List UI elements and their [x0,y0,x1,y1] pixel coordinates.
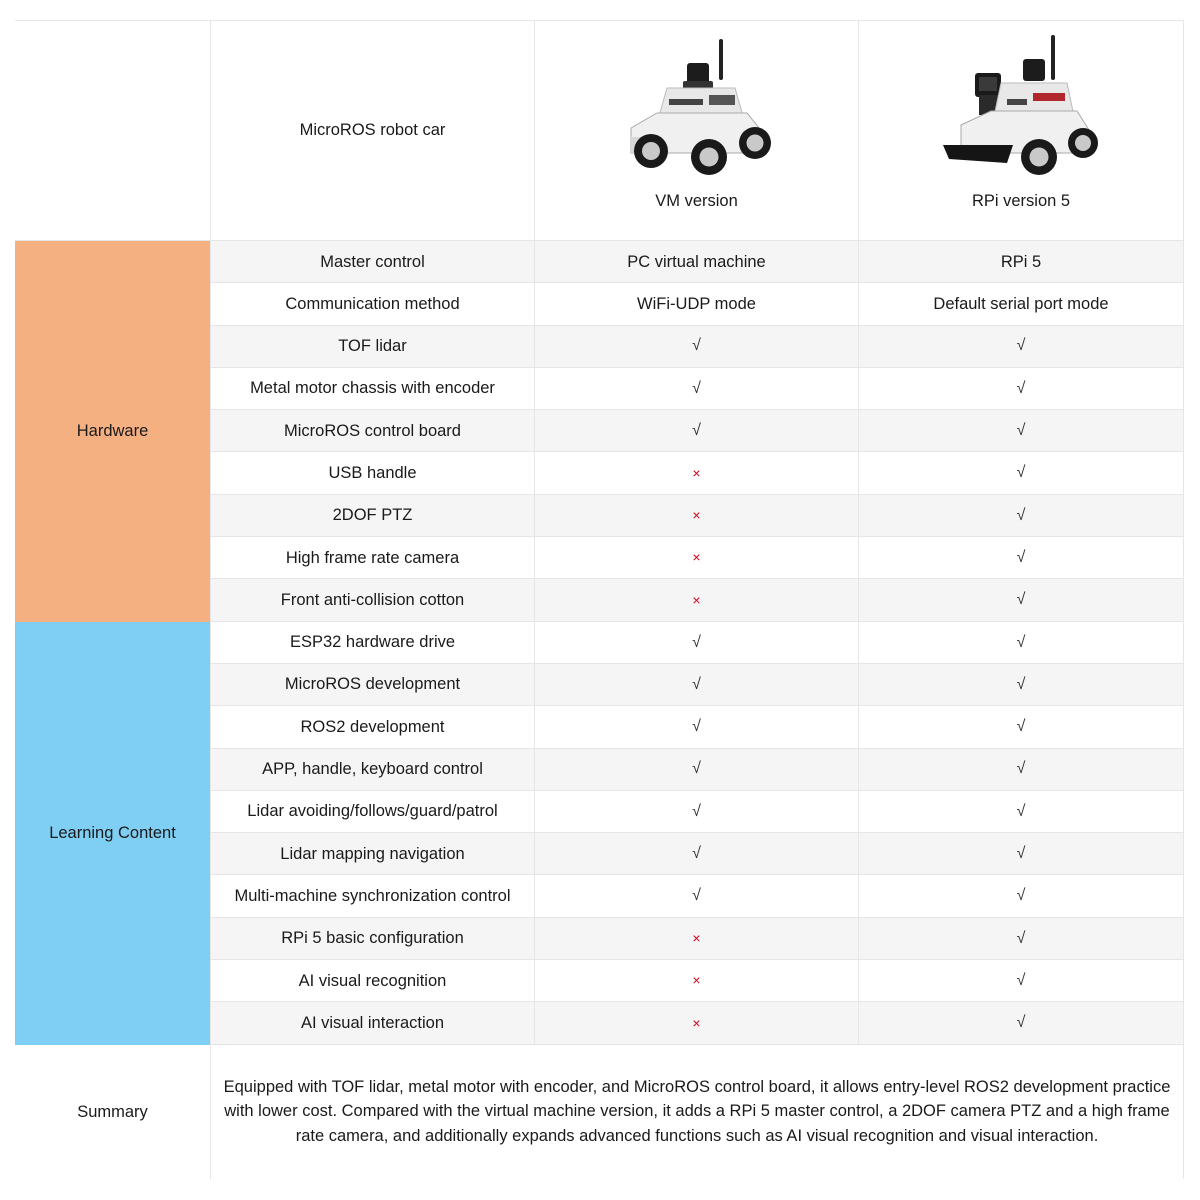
feature-name: TOF lidar [211,326,535,368]
check-mark: √ [1016,929,1026,947]
vm-version-label: VM version [655,192,738,210]
vm-cell [535,452,859,494]
check-mark: √ [1016,506,1026,524]
vm-cell [535,537,859,579]
vm-cell [535,791,859,833]
check-mark: √ [692,633,701,651]
feature-name: ESP32 hardware drive [211,622,535,664]
feature-name: Lidar avoiding/follows/guard/patrol [211,791,535,833]
check-mark: √ [692,802,701,820]
rpi-cell [859,283,1184,325]
rpi-value: RPi 5 [1000,252,1042,271]
check-mark: √ [692,887,701,905]
vm-cell [535,960,859,1002]
summary-text: Equipped with TOF lidar, metal motor with encoder, and MicroROS control board, it allows entry-level ROS2 development practice with lower cost. Compared with the virtual machine version, it adds a RPi 5 master control, a 2DOF camera PTZ and a high frame rate camera, and additionally expands advanced functions such as AI visual recognition and visual interaction. [211,1045,1184,1179]
feature-name: MicroROS control board [211,410,535,452]
vm-cell [535,1002,859,1044]
feature-name: Metal motor chassis with encoder [211,368,535,410]
check-mark: √ [1016,633,1026,651]
vm-cell [535,833,859,875]
check-mark: √ [1016,591,1026,609]
check-mark: √ [1016,802,1026,820]
rpi-cell [859,1002,1184,1044]
vm-value: WiFi-UDP mode [637,294,756,313]
check-mark: √ [1016,718,1026,736]
feature-name: APP, handle, keyboard control [211,749,535,791]
rpi-value: Default serial port mode [933,294,1109,313]
check-mark: √ [692,760,701,778]
vm-value: PC virtual machine [627,252,766,271]
vm-cell [535,283,859,325]
check-mark: √ [1016,422,1026,440]
cross-mark: × [692,506,701,523]
rpi-cell [859,579,1184,621]
cross-mark: × [692,1014,701,1031]
rpi-cell [859,875,1184,917]
rpi-version-label: RPi version 5 [971,192,1071,210]
vm-cell [535,622,859,664]
vm-cell [535,875,859,917]
category-hardware: Hardware [15,241,211,622]
feature-name: High frame rate camera [211,537,535,579]
cross-mark: × [692,464,701,481]
rpi-cell [859,452,1184,494]
check-mark: √ [1016,464,1026,482]
check-mark: √ [1016,887,1026,905]
rpi-version-header [859,21,1184,241]
cross-mark: × [692,929,701,946]
check-mark: √ [1016,337,1026,355]
header-blank-cell [15,21,211,241]
check-mark: √ [1016,548,1026,566]
cross-mark: × [692,549,701,566]
rpi-cell [859,241,1184,283]
check-mark: √ [692,337,701,355]
rpi-cell [859,410,1184,452]
category-summary: Summary [15,1045,211,1179]
rpi-cell [859,706,1184,748]
rpi-cell [859,537,1184,579]
vm-version-header [535,21,859,241]
check-mark: √ [692,845,701,862]
vm-cell [535,495,859,537]
rpi-cell [859,918,1184,960]
check-mark: √ [692,675,701,693]
check-mark: √ [1016,379,1026,397]
check-mark: √ [692,422,701,440]
check-mark: √ [1016,675,1026,693]
rpi-cell [859,749,1184,791]
feature-name: Front anti-collision cotton [211,579,535,621]
vm-cell [535,664,859,706]
vm-cell [535,918,859,960]
feature-name: AI visual interaction [211,1002,535,1044]
rpi-cell [859,791,1184,833]
vm-cell [535,749,859,791]
vm-cell [535,706,859,748]
check-mark: √ [1016,971,1026,989]
robot-car-rpi-image [941,33,1101,178]
feature-name: MicroROS development [211,664,535,706]
check-mark: √ [1016,760,1026,778]
rpi-cell [859,960,1184,1002]
rpi-cell [859,622,1184,664]
check-mark: √ [692,718,701,736]
vm-cell [535,410,859,452]
feature-name: ROS2 development [211,706,535,748]
feature-name: USB handle [211,452,535,494]
rpi-cell [859,664,1184,706]
product-name-header: MicroROS robot car [211,21,535,241]
rpi-cell [859,326,1184,368]
check-mark: √ [1016,845,1026,862]
cross-mark: × [692,972,701,989]
category-learning-content: Learning Content [15,622,211,1045]
vm-cell [535,326,859,368]
feature-name: Multi-machine synchronization control [211,875,535,917]
vm-cell [535,368,859,410]
rpi-cell [859,368,1184,410]
feature-name: AI visual recognition [211,960,535,1002]
check-mark: √ [692,379,701,397]
rpi-cell [859,833,1184,875]
comparison-table [15,20,1184,1180]
rpi-cell [859,495,1184,537]
vm-cell [535,579,859,621]
robot-car-vm-image [617,33,777,178]
feature-name: Lidar mapping navigation [211,833,535,875]
vm-cell [535,241,859,283]
feature-name: Communication method [211,283,535,325]
cross-mark: × [692,591,701,608]
feature-name: Master control [211,241,535,283]
check-mark: √ [1016,1014,1026,1032]
feature-name: RPi 5 basic configuration [211,918,535,960]
feature-name: 2DOF PTZ [211,495,535,537]
